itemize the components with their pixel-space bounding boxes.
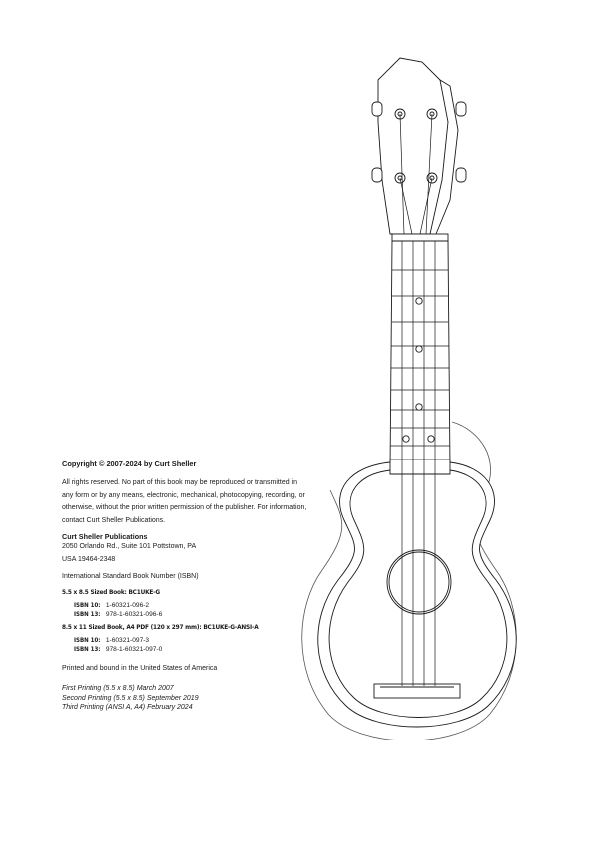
rights-line: All rights reserved. No part of this book may be reproduced or transmitted in <box>62 479 297 486</box>
rights-line: contact Curt Sheller Publications. <box>62 516 166 524</box>
copyright-line: Copyright © 2007-2024 by Curt Sheller <box>62 459 197 468</box>
isbn10-row <box>74 636 392 645</box>
isbn10-row <box>74 601 392 610</box>
isbn13-value: 978-1-60321-097-0 <box>105 645 163 653</box>
isbn-heading: International Standard Book Number (ISBN) <box>62 573 199 580</box>
copyright-page-text <box>62 459 392 713</box>
rights-line: any form or by any means, electronic, mechanical, photocopying, recording, or <box>62 491 305 499</box>
printing-line: Second Printing (5.5 x 8.5) September 2019 <box>62 694 199 702</box>
isbn10-label: ISBN 10: <box>74 636 101 644</box>
edition-title: 5.5 x 8.5 Sized Book: BC1UKE-G <box>62 588 160 596</box>
isbn13-label: ISBN 13: <box>74 645 101 653</box>
edition-title: 8.5 x 11 Sized Book, A4 PDF (120 x 297 mm): BC1UKE-G-ANSI-A <box>62 623 259 631</box>
isbn13-row <box>74 610 392 619</box>
printed-in: Printed and bound in the United States of America <box>62 664 218 672</box>
publisher-address-line2: USA 19464-2348 <box>62 555 116 563</box>
publisher-address-line1: 2050 Orlando Rd., Suite 101 Pottstown, PA <box>62 543 197 550</box>
isbn10-value: 1-60321-097-3 <box>105 636 150 644</box>
isbn13-value: 978-1-60321-096-6 <box>105 610 163 618</box>
printing-line: Third Printing (ANSI A, A4) February 2024 <box>62 704 193 711</box>
rights-line: otherwise, without the prior written permission of the publisher. For information, <box>62 504 307 511</box>
isbn13-label: ISBN 13: <box>74 610 101 618</box>
isbn13-row <box>74 645 392 654</box>
publisher-name: Curt Sheller Publications <box>62 532 148 541</box>
isbn10-value: 1-60321-096-2 <box>105 601 150 609</box>
printing-line: First Printing (5.5 x 8.5) March 2007 <box>62 685 174 692</box>
isbn10-label: ISBN 10: <box>74 601 101 609</box>
